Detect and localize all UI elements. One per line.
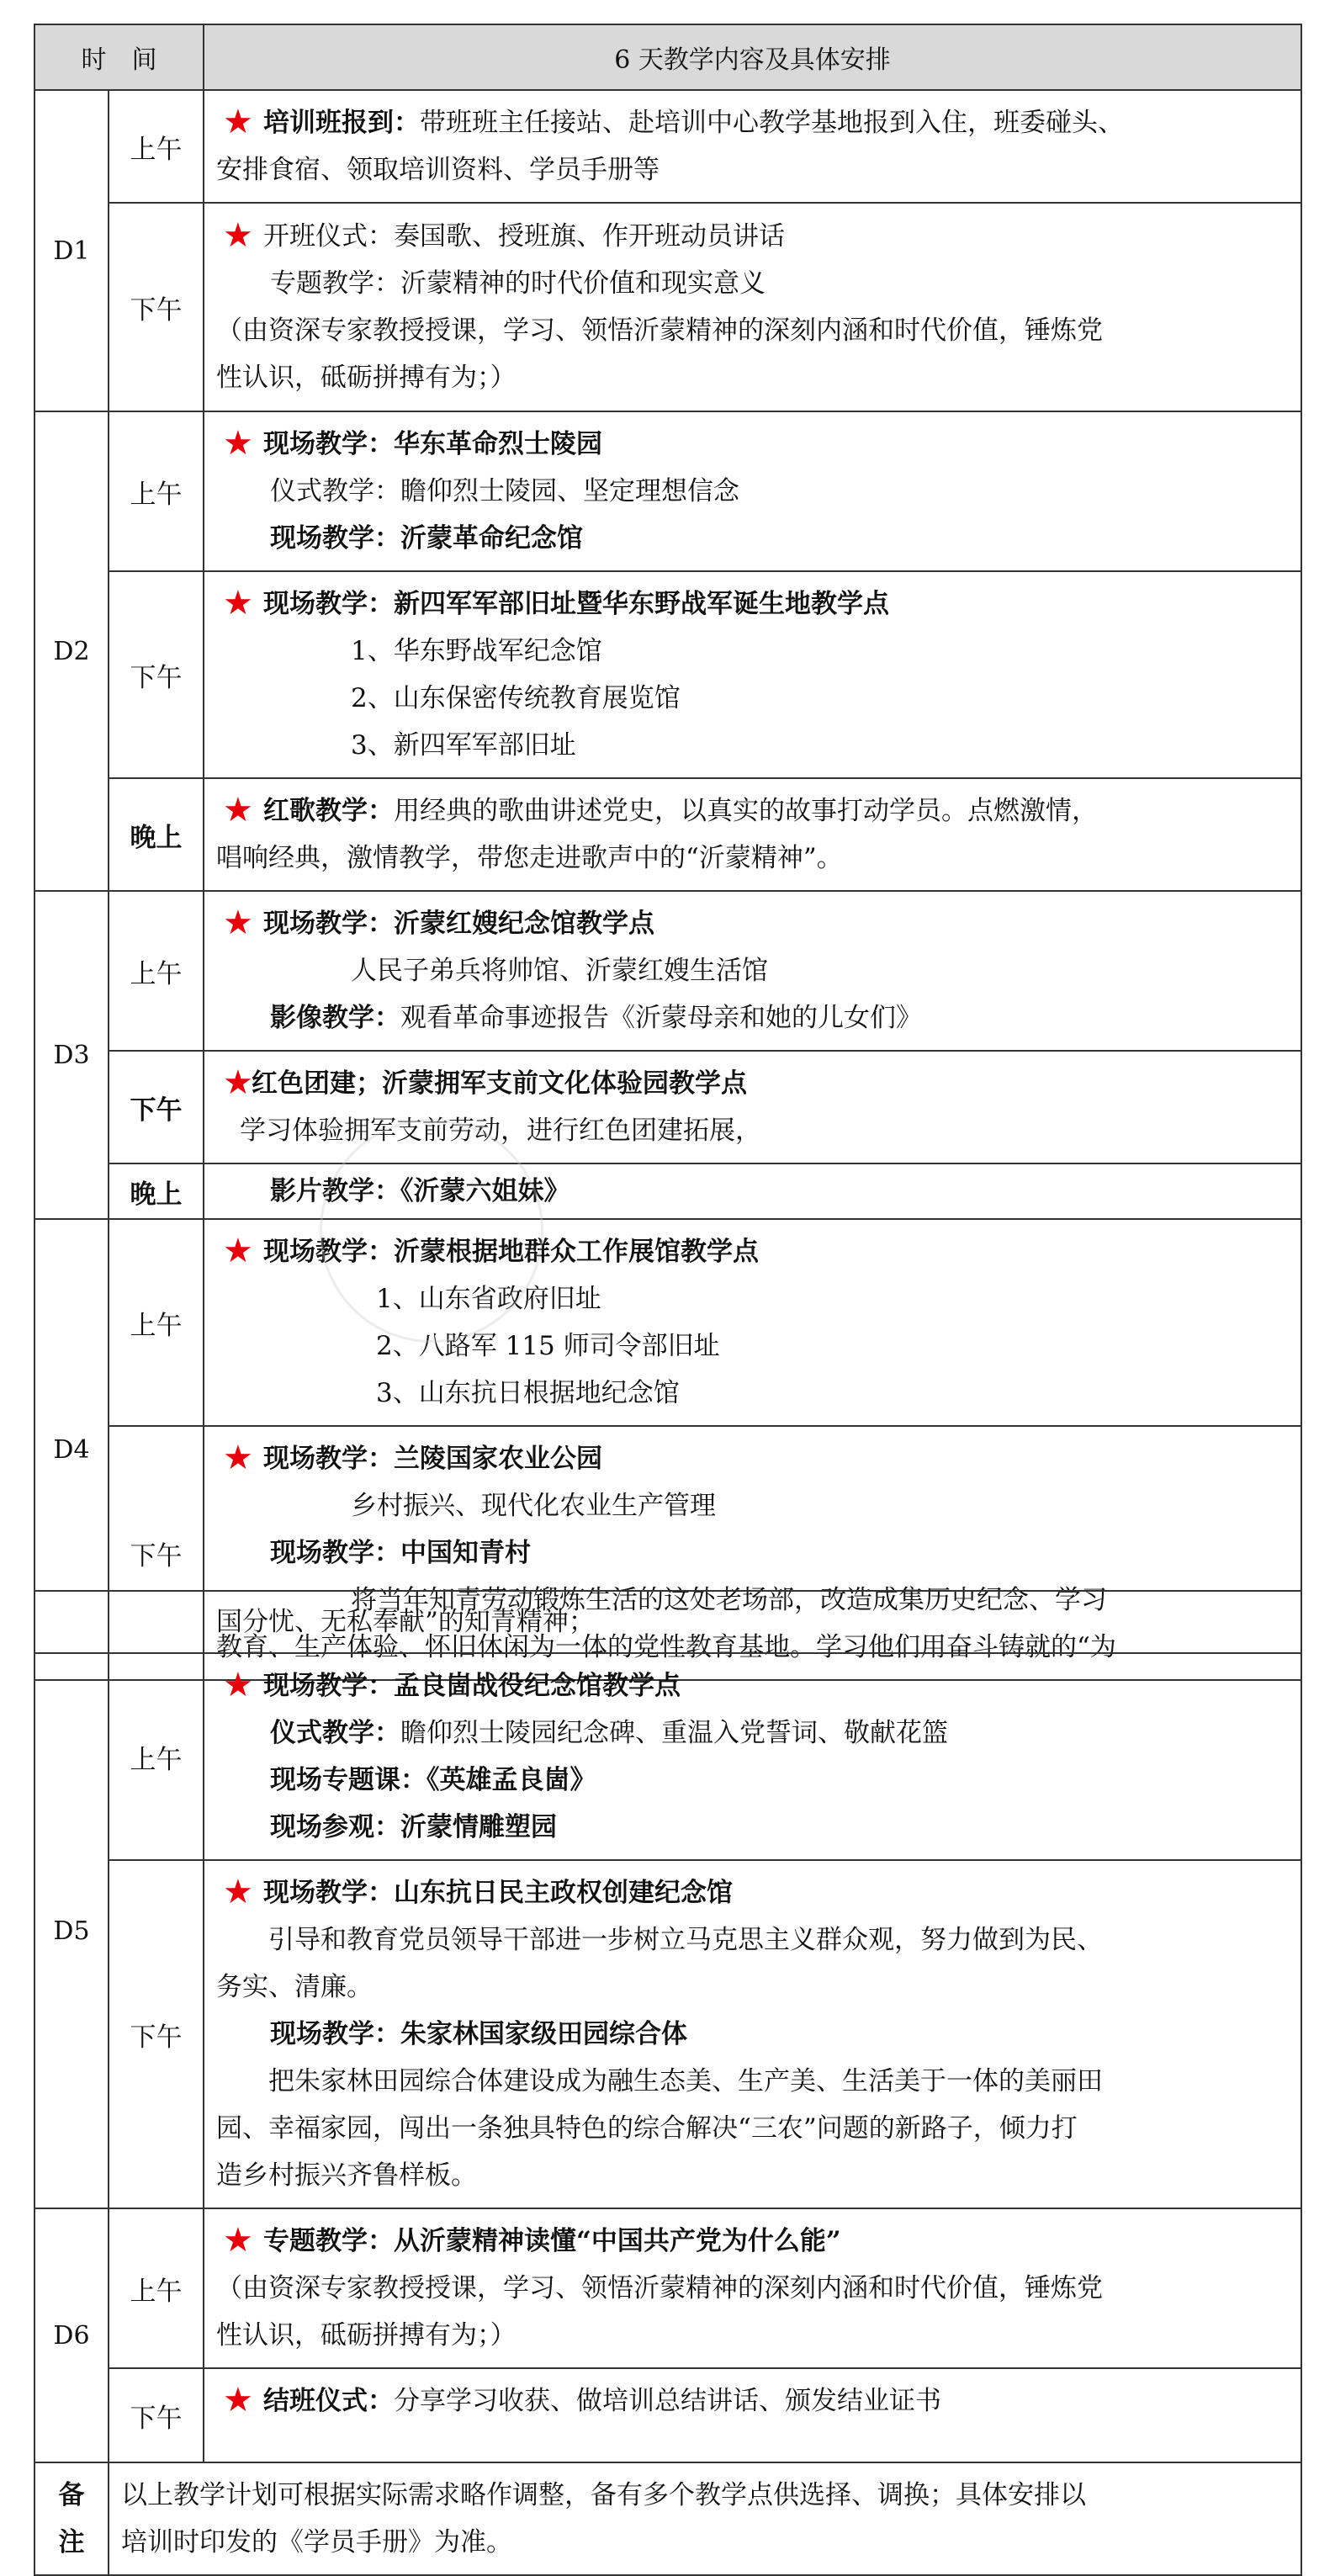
day-d2: D2 [34, 411, 109, 891]
star-icon: ★ [223, 1063, 253, 1102]
star-icon: ★ [223, 791, 253, 830]
star-icon: ★ [223, 216, 253, 255]
session-am: 上午 [109, 1653, 204, 1860]
day-d4: D4 [34, 1219, 109, 1680]
day-d1: D1 [34, 90, 109, 411]
d6-pm-content: ★ 结班仪式：分享学习收获、做培训总结讲话、颁发结业证书 [204, 2368, 1301, 2462]
star-icon: ★ [223, 103, 253, 141]
d5-pm-content: ★ 现场教学：山东抗日民主政权创建纪念馆 引导和教育党员领导干部进一步树立马克思主义群众观，努力做到为民、 务实、清廉。 现场教学：朱家林国家级田园综合体 把朱家林田园综合体建设成为融生态美、生产美、生活美于一体的美丽田 园、幸福家园，闯出一条独具特色的综合解决“三农”问题的新路子，倾力打 造乡村振兴齐鲁样板。 [204, 1860, 1301, 2208]
day-d3: D3 [34, 891, 109, 1219]
session-pm: 下午 [109, 1051, 204, 1163]
d2-am-content: ★ 现场教学：华东革命烈士陵园 仪式教学：瞻仰烈士陵园、坚定理想信念 现场教学：沂蒙革命纪念馆 [204, 411, 1301, 571]
d2-pm-content: ★ 现场教学：新四军军部旧址暨华东野战军诞生地教学点 1、华东野战军纪念馆 2、山东保密传统教育展览馆 3、新四军军部旧址 [204, 571, 1301, 778]
star-icon: ★ [223, 2381, 253, 2420]
d6-am-content: ★ 专题教学：从沂蒙精神读懂“中国共产党为什么能” （由资深专家教授授课，学习、领悟沂蒙精神的深刻内涵和时代价值，锤炼党 性认识，砥砺拼搏有为；） [204, 2208, 1301, 2368]
star-icon: ★ [223, 904, 253, 942]
star-icon: ★ [223, 2221, 253, 2260]
note-content: 以上教学计划可根据实际需求略作调整，备有多个教学点供选择、调换；具体安排以 培训时印发的《学员手册》为准。 [109, 2462, 1301, 2575]
session-pm: 下午 [109, 203, 204, 411]
session-am: 上午 [109, 1219, 204, 1426]
schedule-table-page1 [34, 24, 1302, 1681]
header-time: 时 间 [34, 24, 204, 90]
d5-am-content: ★ 现场教学：孟良崮战役纪念馆教学点 仪式教学：瞻仰烈士陵园纪念碑、重温入党誓词、敬献花篮 现场专题课：《英雄孟良崮》 现场参观：沂蒙情雕塑园 [204, 1653, 1301, 1860]
session-pm: 下午 [109, 2368, 204, 2462]
d4-pm-continued: 国分忧、无私奉献”的知青精神； [204, 1591, 1301, 1653]
session-am: 上午 [109, 411, 204, 571]
session-am: 上午 [109, 90, 204, 203]
d2-eve-content: ★ 红歌教学：用经典的歌曲讲述党史，以真实的故事打动学员。点燃激情， 唱响经典，激情教学，带您走进歌声中的“沂蒙精神”。 [204, 778, 1301, 891]
star-icon: ★ [223, 584, 253, 623]
star-icon: ★ [223, 1232, 253, 1270]
star-icon: ★ [223, 1666, 253, 1704]
session-pm: 下午 [109, 1426, 204, 1680]
d4-am-content: ★ 现场教学：沂蒙根据地群众工作展馆教学点 1、山东省政府旧址 2、八路军 115 师司令部旧址 3、山东抗日根据地纪念馆 [204, 1219, 1301, 1426]
session-am: 上午 [109, 2208, 204, 2368]
cont-day-cell [34, 1591, 109, 1653]
note-label: 备 注 [34, 2462, 109, 2575]
session-eve: 晚上 [109, 1163, 204, 1219]
star-icon: ★ [223, 1873, 253, 1911]
star-icon: ★ [223, 1439, 253, 1477]
d1-pm-content: ★ 开班仪式：奏国歌、授班旗、作开班动员讲话 专题教学：沂蒙精神的时代价值和现实意义 （由资深专家教授授课，学习、领悟沂蒙精神的深刻内涵和时代价值，锤炼党 性认识，砥砺拼搏有为；） [204, 203, 1301, 411]
star-icon: ★ [223, 424, 253, 463]
d3-eve-content: 影片教学：《沂蒙六姐妹》 [204, 1163, 1301, 1219]
day-d6: D6 [34, 2208, 109, 2462]
d4-pm-content: ★ 现场教学：兰陵国家农业公园 乡村振兴、现代化农业生产管理 现场教学：中国知青村 将当年知青劳动锻炼生活的这处老场部，改造成集历史纪念、学习 教育、生产体验、怀旧休闲为一体的党性教育基地。学习他们用奋斗铸就的“为 [204, 1426, 1301, 1680]
header-content: 6 天教学内容及具体安排 [204, 24, 1301, 90]
d3-pm-content: ★红色团建；沂蒙拥军支前文化体验园教学点 学习体验拥军支前劳动，进行红色团建拓展， [204, 1051, 1301, 1163]
schedule-table-page2 [34, 1590, 1302, 2576]
d1-am-content: ★ 培训班报到：带班班主任接站、赴培训中心教学基地报到入住，班委碰头、 安排食宿、领取培训资料、学员手册等 [204, 90, 1301, 203]
cont-session-cell [109, 1591, 204, 1653]
session-pm: 下午 [109, 1860, 204, 2208]
d3-am-content: ★ 现场教学：沂蒙红嫂纪念馆教学点 人民子弟兵将帅馆、沂蒙红嫂生活馆 影像教学：观看革命事迹报告《沂蒙母亲和她的儿女们》 [204, 891, 1301, 1051]
session-pm: 下午 [109, 571, 204, 778]
session-eve: 晚上 [109, 778, 204, 891]
day-d5: D5 [34, 1653, 109, 2208]
session-am: 上午 [109, 891, 204, 1051]
